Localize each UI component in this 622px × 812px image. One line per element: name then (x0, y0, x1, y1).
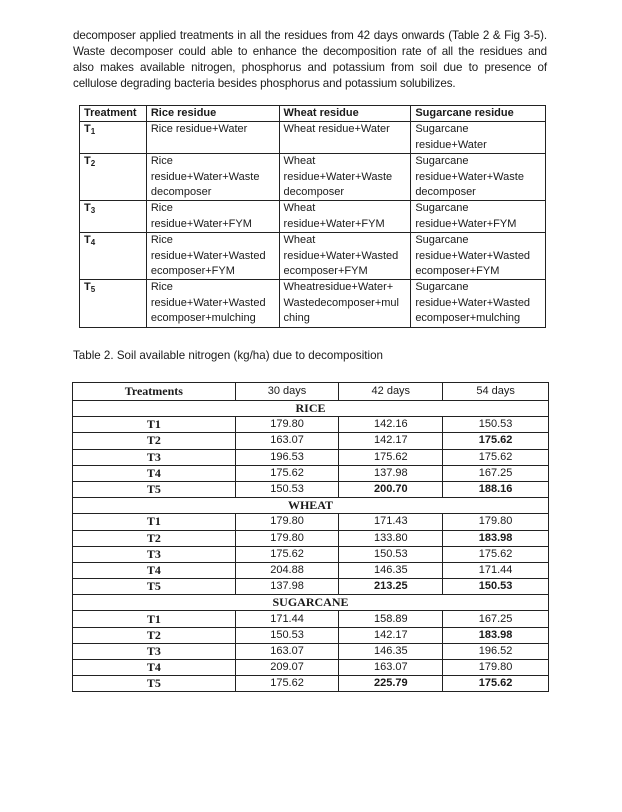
sugarcane-treatment-cell: Sugarcane residue+Water+FYM (411, 201, 546, 233)
nitrogen-value-cell: 225.79 (339, 676, 443, 692)
nitrogen-value-cell: 171.43 (339, 514, 443, 530)
treatment-label: T3 (73, 643, 236, 659)
nitrogen-value-cell: 175.62 (443, 433, 549, 449)
treatment-label: $T_5$ (80, 280, 147, 327)
treatment-label: $T_4$ (80, 233, 147, 280)
table-row (73, 643, 549, 659)
treatment-label: T1 (73, 514, 236, 530)
nitrogen-value-cell: 175.62 (235, 676, 339, 692)
table-row (73, 546, 549, 562)
treatment-label: T5 (73, 579, 236, 595)
table-row (73, 676, 549, 692)
nitrogen-value-cell: 146.35 (339, 643, 443, 659)
header-wheat-residue: Wheat residue (279, 106, 411, 122)
table-row (73, 514, 549, 530)
nitrogen-value-cell: 204.88 (235, 562, 339, 578)
header-sugarcane-residue: Sugarcane residue (411, 106, 546, 122)
sugarcane-treatment-cell: Sugarcane residue+Water+Waste decomposer (411, 154, 546, 201)
nitrogen-value-cell: 196.53 (235, 449, 339, 465)
wheat-treatment-cell: Wheat residue+Water+Wasted ecomposer+FYM (279, 233, 411, 280)
nitrogen-value-cell: 183.98 (443, 530, 549, 546)
nitrogen-value-cell: 142.17 (339, 433, 443, 449)
nitrogen-table (72, 382, 549, 692)
table-header-row (80, 106, 546, 122)
treatment-label: $T_3$ (80, 201, 147, 233)
table-row (73, 627, 549, 643)
rice-treatment-cell: Rice residue+Water+Waste decomposer (146, 154, 279, 201)
table-row (80, 122, 546, 154)
nitrogen-value-cell: 179.80 (235, 514, 339, 530)
treatment-label: T4 (73, 562, 236, 578)
crop-group-label: WHEAT (73, 498, 549, 514)
treatment-label: T1 (73, 611, 236, 627)
nitrogen-value-cell: 150.53 (443, 417, 549, 433)
treatment-label: T2 (73, 530, 236, 546)
table-row (73, 660, 549, 676)
nitrogen-value-cell: 163.07 (339, 660, 443, 676)
nitrogen-value-cell: 175.62 (443, 449, 549, 465)
table-row (73, 465, 549, 481)
treatment-label: T3 (73, 449, 236, 465)
treatment-label: T3 (73, 546, 236, 562)
treatment-label: T4 (73, 465, 236, 481)
nitrogen-value-cell: 175.62 (443, 546, 549, 562)
nitrogen-value-cell: 167.25 (443, 465, 549, 481)
table2-caption: Table 2. Soil available nitrogen (kg/ha) due to decomposition (73, 349, 384, 362)
crop-group-label: SUGARCANE (73, 595, 549, 611)
nitrogen-value-cell: 200.70 (339, 481, 443, 497)
table-row (73, 530, 549, 546)
wheat-treatment-cell: Wheatresidue+Water+ Wastedecomposer+mul ching (279, 280, 411, 327)
table-row (73, 417, 549, 433)
sugarcane-treatment-cell: Sugarcane residue+Water (411, 122, 546, 154)
table-row (80, 233, 546, 280)
nitrogen-value-cell: 175.62 (235, 546, 339, 562)
nitrogen-value-cell: 150.53 (235, 627, 339, 643)
treatment-label: T4 (73, 660, 236, 676)
header-54-days: 54 days (443, 383, 549, 401)
table-row (80, 280, 546, 327)
nitrogen-value-cell: 213.25 (339, 579, 443, 595)
table-row (73, 579, 549, 595)
nitrogen-value-cell: 175.62 (339, 449, 443, 465)
treatments-table (79, 105, 546, 328)
treatment-label: T5 (73, 481, 236, 497)
table-row (73, 481, 549, 497)
nitrogen-value-cell: 150.53 (339, 546, 443, 562)
table-row (80, 154, 546, 201)
crop-group-label: RICE (73, 401, 549, 417)
nitrogen-value-cell: 175.62 (443, 676, 549, 692)
table-row (73, 611, 549, 627)
nitrogen-value-cell: 171.44 (235, 611, 339, 627)
nitrogen-value-cell: 179.80 (443, 660, 549, 676)
nitrogen-value-cell: 179.80 (443, 514, 549, 530)
nitrogen-value-cell: 133.80 (339, 530, 443, 546)
paragraph-line: also makes available nitrogen, phosphorus and potassium from soil due to presence of (73, 61, 547, 74)
table-row (80, 201, 546, 233)
group-header-row (73, 595, 549, 611)
header-42-days: 42 days (339, 383, 443, 401)
rice-treatment-cell: Rice residue+Water+Wasted ecomposer+mulching (146, 280, 279, 327)
treatment-label: T2 (73, 627, 236, 643)
sugarcane-treatment-cell: Sugarcane residue+Water+Wasted ecomposer+mulching (411, 280, 546, 327)
nitrogen-value-cell: 179.80 (235, 417, 339, 433)
rice-treatment-cell: Rice residue+Water+Wasted ecomposer+FYM (146, 233, 279, 280)
group-header-row (73, 498, 549, 514)
treatment-label: $T_2$ (80, 154, 147, 201)
nitrogen-value-cell: 183.98 (443, 627, 549, 643)
nitrogen-value-cell: 175.62 (235, 465, 339, 481)
nitrogen-value-cell: 163.07 (235, 643, 339, 659)
body-paragraph (73, 28, 547, 92)
treatment-label: T1 (73, 417, 236, 433)
table-row (73, 449, 549, 465)
nitrogen-value-cell: 142.16 (339, 417, 443, 433)
header-treatments: Treatments (73, 383, 236, 401)
nitrogen-value-cell: 163.07 (235, 433, 339, 449)
rice-treatment-cell: Rice residue+Water (146, 122, 279, 154)
wheat-treatment-cell: Wheat residue+Water+Waste decomposer (279, 154, 411, 201)
treatment-label: T5 (73, 676, 236, 692)
nitrogen-value-cell: 150.53 (443, 579, 549, 595)
nitrogen-value-cell: 137.98 (339, 465, 443, 481)
nitrogen-value-cell: 137.98 (235, 579, 339, 595)
nitrogen-value-cell: 179.80 (235, 530, 339, 546)
nitrogen-value-cell: 209.07 (235, 660, 339, 676)
treatment-label: T2 (73, 433, 236, 449)
table-row (73, 433, 549, 449)
nitrogen-value-cell: 146.35 (339, 562, 443, 578)
paragraph-line: decomposer applied treatments in all the residues from 42 days onwards (Table 2 & Fig 3-5). (73, 29, 547, 42)
nitrogen-value-cell: 158.89 (339, 611, 443, 627)
treatment-label: $T_1$ (80, 122, 147, 154)
nitrogen-value-cell: 167.25 (443, 611, 549, 627)
paragraph-line: cellulose degrading bacteria besides phosphorus and potassium solubilizes. (73, 77, 456, 90)
group-header-row (73, 401, 549, 417)
nitrogen-value-cell: 142.17 (339, 627, 443, 643)
sugarcane-treatment-cell: Sugarcane residue+Water+Wasted ecomposer+FYM (411, 233, 546, 280)
header-30-days: 30 days (235, 383, 339, 401)
nitrogen-value-cell: 196.52 (443, 643, 549, 659)
wheat-treatment-cell: Wheat residue+Water (279, 122, 411, 154)
header-rice-residue: Rice residue (146, 106, 279, 122)
nitrogen-value-cell: 188.16 (443, 481, 549, 497)
paragraph-line: Waste decomposer could able to enhance the decomposition rate of all the residues and (73, 45, 547, 58)
rice-treatment-cell: Rice residue+Water+FYM (146, 201, 279, 233)
table-header-row (73, 383, 549, 401)
table-row (73, 562, 549, 578)
nitrogen-value-cell: 171.44 (443, 562, 549, 578)
wheat-treatment-cell: Wheat residue+Water+FYM (279, 201, 411, 233)
header-treatment: Treatment (80, 106, 147, 122)
nitrogen-value-cell: 150.53 (235, 481, 339, 497)
